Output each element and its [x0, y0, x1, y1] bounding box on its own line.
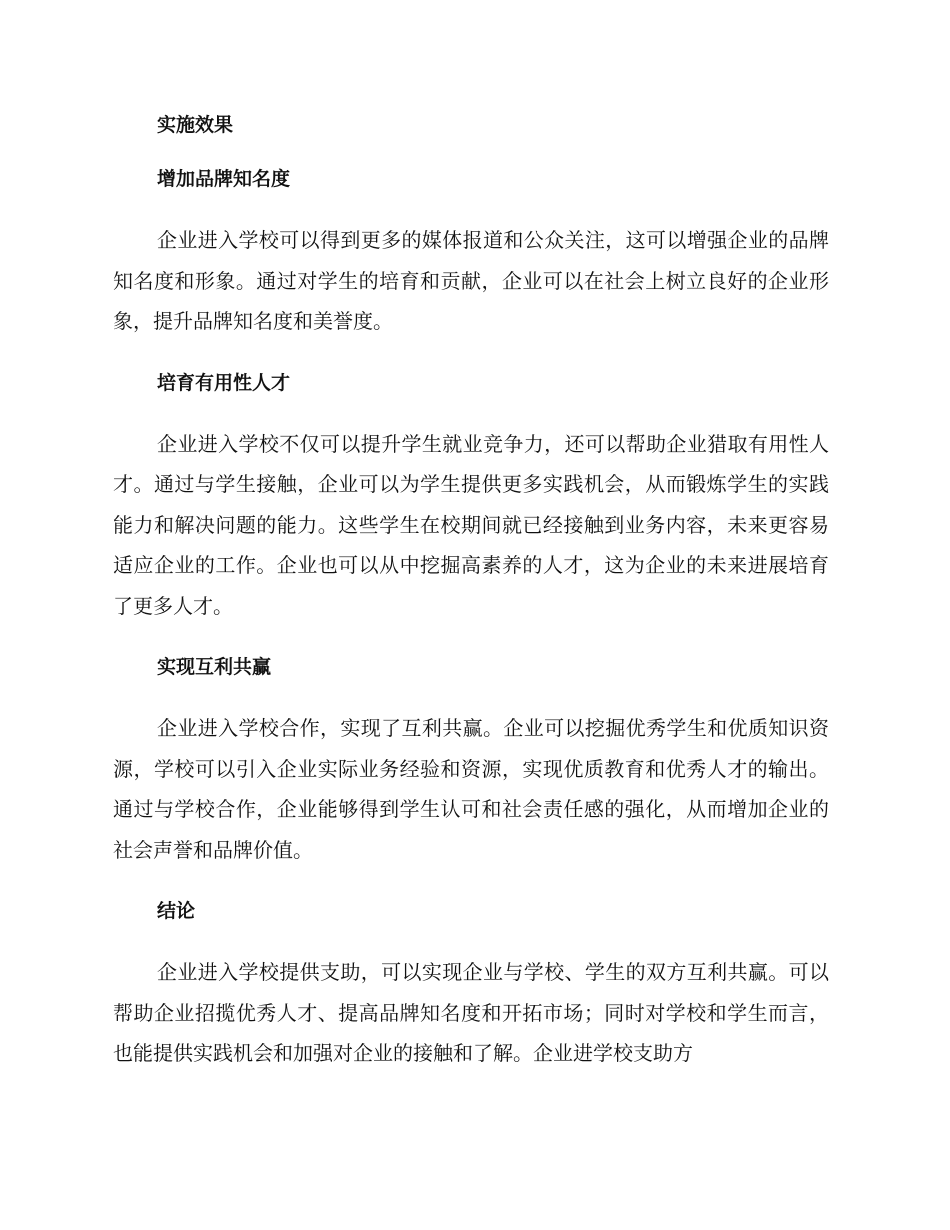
- section-heading-mutual-benefit: 实现互利共赢: [157, 656, 272, 678]
- paragraph-talent-cultivation: 企业进入学校不仅可以提升学生就业竞争力，还可以帮助企业猎取有用性人才。通过与学生接触，企业可以为学生提供更多实践机会，从而锻炼学生的实践能力和解决问题的能力。这些学生在校期间就已经接触到业务内容，未来更容易适应企业的工作。企业也可以从中挖掘高素养的人才，这为企业的未来进展培育了更多人才。: [113, 431, 829, 618]
- section-heading-conclusion: 结论: [157, 900, 196, 922]
- section-heading-implementation-effect: 实施效果: [157, 114, 234, 136]
- section-heading-talent-cultivation: 培育有用性人才: [157, 371, 291, 394]
- paragraph-conclusion: 企业进入学校提供支助，可以实现企业与学校、学生的双方互利共赢。可以帮助企业招揽优秀人才、提高品牌知名度和开拓市场；同时对学校和学生而言，也能提供实践机会和加强对企业的接触和了解。企业进学校支助方: [113, 960, 829, 1065]
- section-heading-brand-awareness: 增加品牌知名度: [157, 168, 291, 190]
- document-body: [113, 112, 829, 1074]
- paragraph-mutual-benefit: 企业进入学校合作，实现了互利共赢。企业可以挖掘优秀学生和优质知识资源，学校可以引入企业实际业务经验和资源，实现优质教育和优秀人才的输出。通过与学校合作，企业能够得到学生认可和社会责任感的强化，从而增加企业的社会声誉和品牌价值。: [113, 716, 829, 862]
- paragraph-brand-awareness: 企业进入学校可以得到更多的媒体报道和公众关注，这可以增强企业的品牌知名度和形象。通过对学生的培育和贡献，企业可以在社会上树立良好的企业形象，提升品牌知名度和美誉度。: [113, 228, 829, 333]
